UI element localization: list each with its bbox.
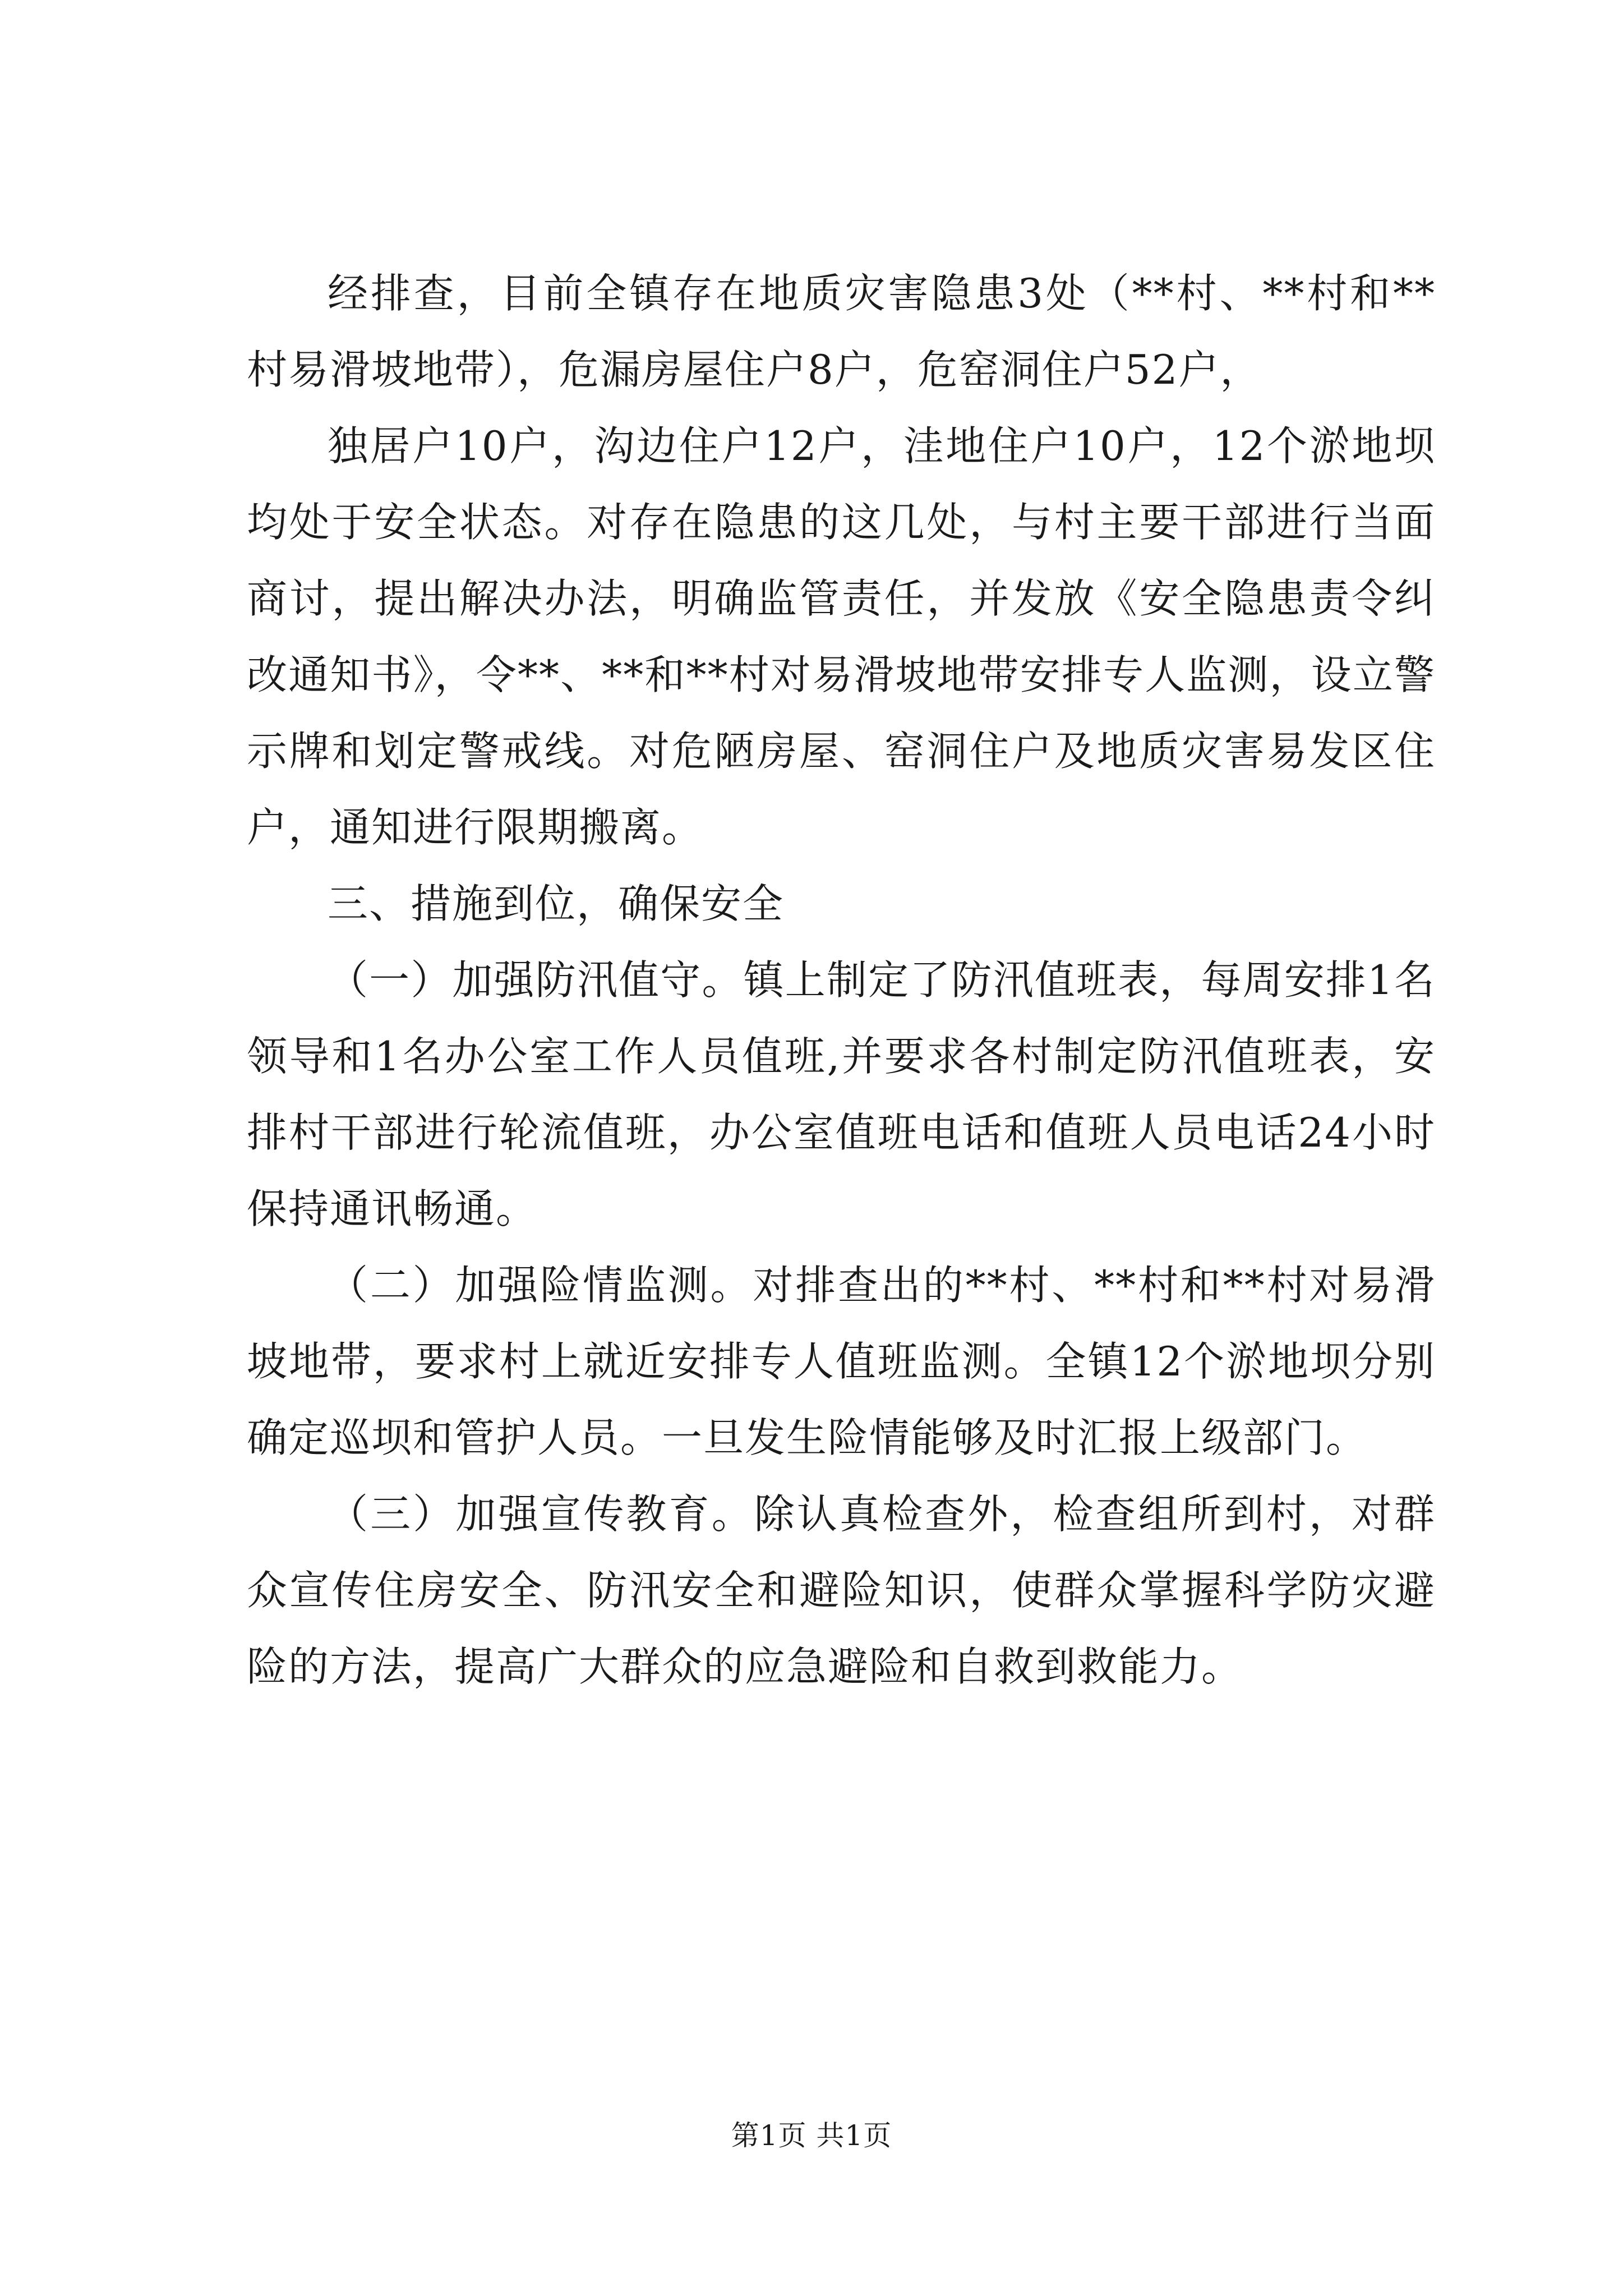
paragraph-households: 独居户10户，沟边住户12户，洼地住户10户，12个淤地坝均处于安全状态。对存在隐患的这几处，与村主要干部进行当面商讨，提出解决办法，明确监管责任，并发放《安全隐患责令纠改通知书》，令**、**和**村对易滑坡地带安排专人监测，设立警示牌和划定警戒线。对危陋房屋、窑洞住户及地质灾害易发区住户，通知进行限期搬离。 [247, 422, 1436, 851]
paragraph-flood-duty: （一）加强防汛值守。镇上制定了防汛值班表，每周安排1名领导和1名办公室工作人员值班,并要求各村制定防汛值班表，安排村干部进行轮流值班，办公室值班电话和值班人员电话24小时保持通讯畅通。 [247, 956, 1436, 1232]
paragraph-hazard-survey: 经排查，目前全镇存在地质灾害隐患3处（**村、**村和**村易滑坡地带），危漏房屋住户8户，危窑洞住户52户， [247, 270, 1436, 393]
paragraph-monitoring: （二）加强险情监测。对排查出的**村、**村和**村对易滑坡地带，要求村上就近安排专人值班监测。全镇12个淤地坝分别确定巡坝和管护人员。一旦发生险情能够及时汇报上级部门。 [247, 1262, 1436, 1461]
paragraph-publicity: （三）加强宣传教育。除认真检查外，检查组所到村，对群众宣传住房安全、防汛安全和避险知识，使群众掌握科学防灾避险的方法，提高广大群众的应急避险和自救到救能力。 [247, 1490, 1436, 1690]
section-heading-measures: 三、措施到位，确保安全 [328, 880, 785, 927]
page-footer: 第1页 共1页 [731, 2119, 892, 2152]
document-body [247, 255, 1436, 1705]
